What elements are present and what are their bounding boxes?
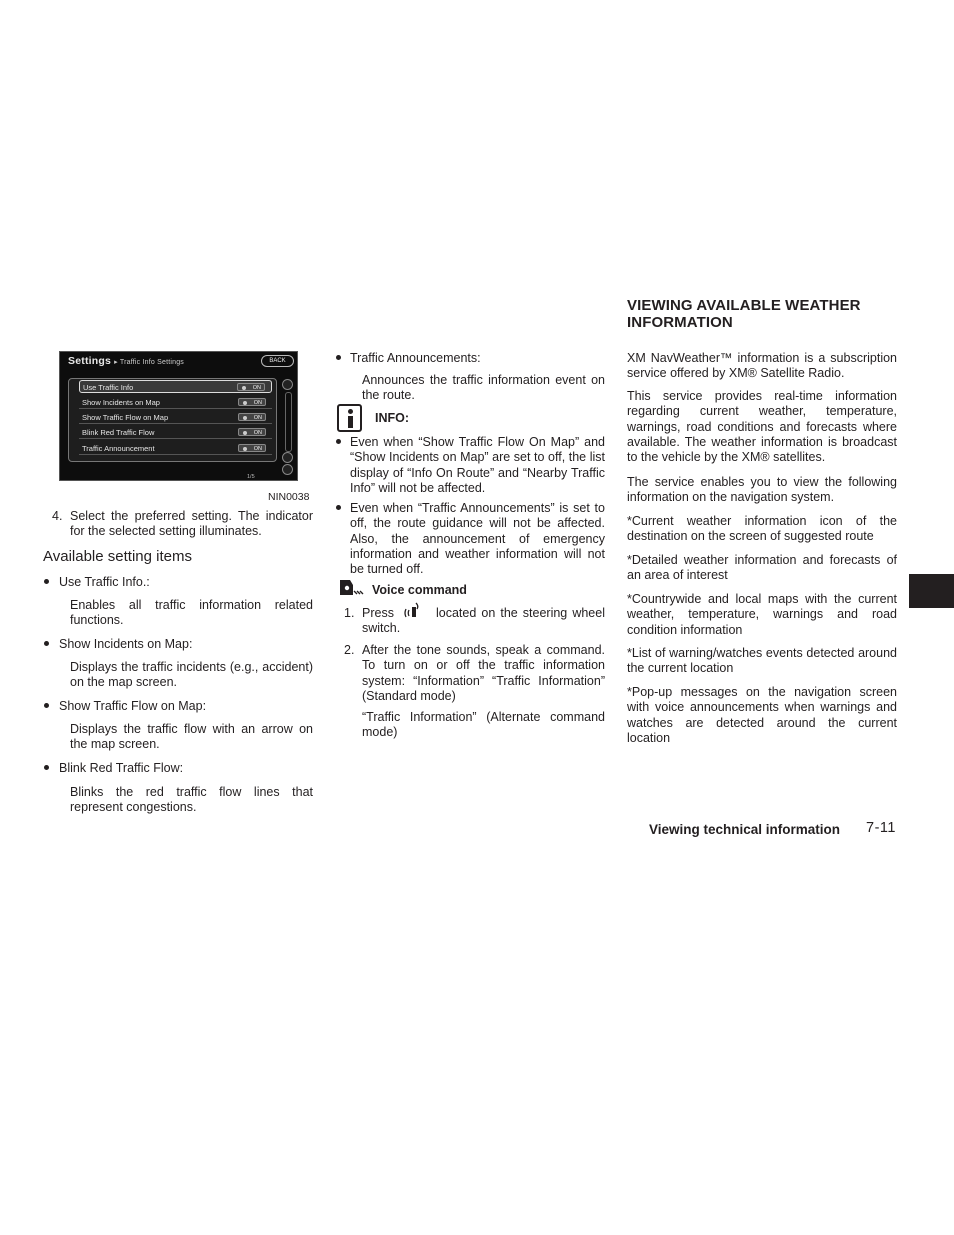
step-2-alt-text: “Traffic Information” (Alternate command mode): [362, 710, 605, 740]
info-icon: [337, 404, 362, 432]
bullet-icon: [44, 765, 49, 770]
step-number: 2.: [344, 643, 355, 657]
scroll-down-icon: [282, 452, 293, 463]
voice-command-icon: [338, 579, 364, 599]
screen-row: Show Traffic Flow on Map ON: [79, 411, 272, 424]
paragraph: XM NavWeather™ information is a subscription service offered by XM® Satellite Radio.: [627, 351, 897, 381]
step-number: 4.: [52, 509, 63, 523]
paragraph: This service provides real-time information regarding current weather, temperature, warnings, road conditions and forecasts where available. The weather information is broadcast to the vehicle by the XM® satellites.: [627, 389, 897, 465]
item-label: Show Traffic Flow on Map:: [59, 699, 207, 713]
bullet-icon: [44, 703, 49, 708]
info-item: Even when “Traffic Announcements” is set to off, the route guidance will not be affected. Also, the announcement of emergency information and weather information will not be turned off.: [350, 501, 605, 577]
scroll-track: [285, 392, 292, 452]
screen-row: Show Incidents on Map ON: [79, 396, 272, 409]
scroll-end-icon: [282, 464, 293, 475]
bullet-icon: [44, 579, 49, 584]
info-title: INFO:: [375, 411, 410, 425]
item-description: Blinks the red traffic flow lines that represent congestions.: [70, 785, 313, 815]
chapter-tab: [909, 574, 954, 608]
settings-screen-image: [59, 351, 298, 481]
item-description: Displays the traffic flow with an arrow on the map screen.: [70, 722, 313, 752]
footer-title: Viewing technical information: [649, 822, 841, 837]
page-number: 7-11: [866, 820, 896, 836]
screen-settings-list: [68, 378, 277, 462]
step-2-text: After the tone sounds, speak a command. To turn on or off the traffic information system: “Information” “Traffic Information” (Standard mode): [362, 643, 605, 703]
screen-title: Settings ▸ Traffic Info Settings: [68, 355, 185, 367]
screen-row: Blink Red Traffic Flow ON: [79, 426, 272, 439]
paragraph: *Pop-up messages on the navigation screen with voice announcements when warnings and watches are detected around the current location: [627, 685, 897, 745]
item-label: Traffic Announcements:: [350, 351, 481, 365]
item-label: Use Traffic Info.:: [59, 575, 150, 589]
paragraph: *Current weather information icon of the destination on the screen of suggested route: [627, 514, 897, 544]
step-1-text-a: Press: [362, 606, 394, 620]
item-description: Displays the traffic incidents (e.g., accident) on the map screen.: [70, 660, 313, 690]
info-item: Even when “Show Traffic Flow On Map” and “Show Incidents on Map” are set to off, the list display of “Info On Route” and “Nearby Traffic Info” will not be affected.: [350, 435, 605, 495]
item-label: Blink Red Traffic Flow:: [59, 761, 184, 775]
paragraph: *Detailed weather information and forecasts of an area of interest: [627, 553, 897, 583]
bullet-icon: [336, 505, 341, 510]
bullet-icon: [336, 439, 341, 444]
item-description: Announces the traffic information event on the route.: [362, 373, 605, 403]
figure-caption: NIN0038: [268, 491, 310, 503]
section-title: Available setting items: [43, 548, 192, 565]
section-heading: VIEWING AVAILABLE WEATHER INFORMATION: [627, 297, 861, 331]
step-4-text: Select the preferred setting. The indicator for the selected setting illuminates.: [70, 509, 313, 539]
screen-row: Traffic Announcement ON: [79, 442, 272, 455]
voice-command-title: Voice command: [372, 583, 467, 597]
paragraph: The service enables you to view the following information on the navigation system.: [627, 475, 897, 505]
item-description: Enables all traffic information related functions.: [70, 598, 313, 628]
scroll-up-icon: [282, 379, 293, 390]
screen-page-indicator: 1/5: [247, 474, 255, 480]
bullet-icon: [336, 355, 341, 360]
item-label: Show Incidents on Map:: [59, 637, 193, 651]
paragraph: *List of warning/watches events detected around the current location: [627, 646, 897, 676]
bullet-icon: [44, 641, 49, 646]
screen-back-button: BACK: [261, 355, 294, 367]
paragraph: *Countrywide and local maps with the current weather, temperature, warnings and road condition information: [627, 592, 897, 637]
step-1-text-b: located on the steering wheel switch.: [362, 606, 605, 636]
screen-row: Use Traffic Info ON: [79, 380, 272, 393]
step-number: 1.: [344, 606, 355, 620]
